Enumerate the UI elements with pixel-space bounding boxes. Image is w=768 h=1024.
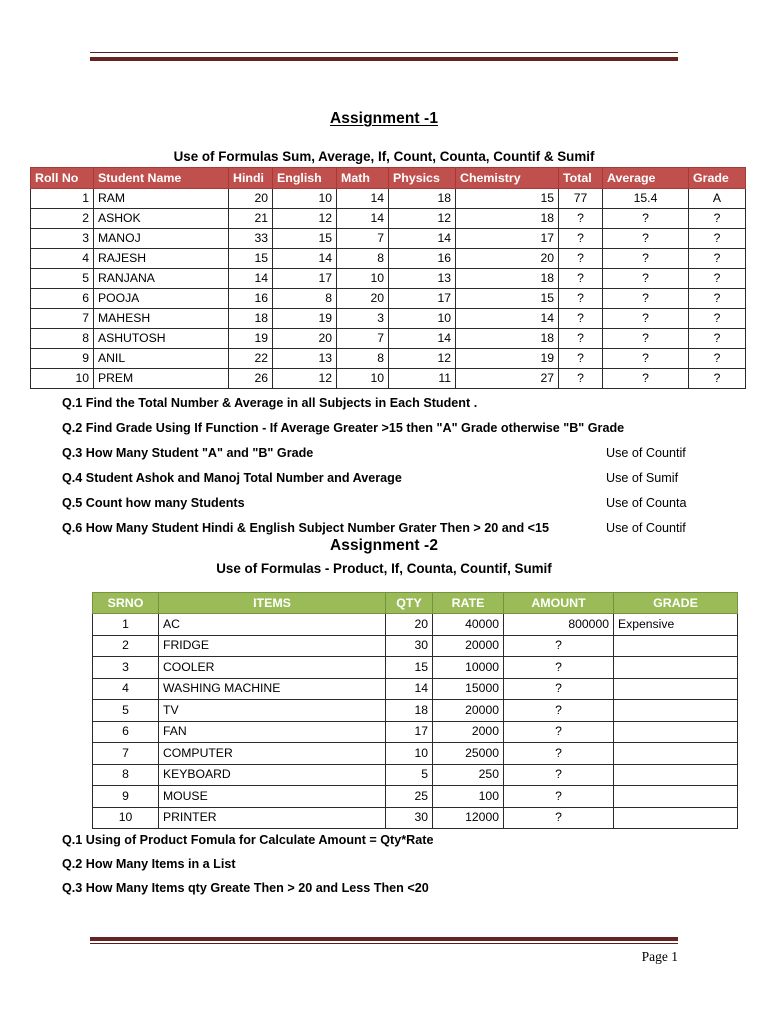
table-cell: 5 — [386, 764, 433, 786]
table-cell: COMPUTER — [159, 743, 386, 765]
table-cell: ? — [504, 764, 614, 786]
table-cell: 13 — [273, 349, 337, 369]
items-table-body — [93, 614, 738, 829]
table-cell: 19 — [229, 329, 273, 349]
table-cell: ? — [689, 369, 746, 389]
col-header-english: English — [273, 168, 337, 189]
table-cell: 25000 — [433, 743, 504, 765]
table-cell: 6 — [93, 721, 159, 743]
header-rule-thick — [90, 57, 678, 61]
table-cell: 20 — [229, 189, 273, 209]
table-cell: ? — [559, 369, 603, 389]
table-cell: ? — [504, 657, 614, 679]
table-cell: ? — [504, 807, 614, 829]
table-cell: 25 — [386, 786, 433, 808]
table-cell: 30 — [386, 807, 433, 829]
table-cell: RANJANA — [94, 269, 229, 289]
table-cell: ? — [689, 289, 746, 309]
table-cell: 10 — [386, 743, 433, 765]
table-cell: 14 — [456, 309, 559, 329]
table-cell: ? — [559, 269, 603, 289]
table-row — [93, 764, 738, 786]
table-cell: 14 — [273, 249, 337, 269]
table-cell: ? — [689, 269, 746, 289]
table-cell: ? — [689, 249, 746, 269]
table-cell: 13 — [389, 269, 456, 289]
table-row — [31, 309, 746, 329]
a2-question-1: Q.1 Using of Product Fomula for Calculate Amount = Qty*Rate — [62, 833, 434, 847]
table-cell: POOJA — [94, 289, 229, 309]
table-cell — [614, 786, 738, 808]
table-cell: 20000 — [433, 700, 504, 722]
table-cell: ASHUTOSH — [94, 329, 229, 349]
table-row — [31, 229, 746, 249]
table-cell: ? — [504, 721, 614, 743]
table-cell: 6 — [31, 289, 94, 309]
col-header-rate: RATE — [433, 593, 504, 614]
table-cell: ? — [603, 249, 689, 269]
table-cell: 18 — [456, 329, 559, 349]
table-cell: 15.4 — [603, 189, 689, 209]
table-cell: 9 — [31, 349, 94, 369]
table-cell: 27 — [456, 369, 559, 389]
assignment2-subtitle: Use of Formulas - Product, If, Counta, Countif, Sumif — [216, 561, 552, 576]
table-row — [31, 249, 746, 269]
table-cell: ? — [559, 209, 603, 229]
table-cell: 14 — [386, 678, 433, 700]
table-cell: 8 — [31, 329, 94, 349]
table-cell: ? — [504, 786, 614, 808]
table-cell: ? — [603, 309, 689, 329]
table-cell — [614, 807, 738, 829]
a1-question-1: Q.1 Find the Total Number & Average in all Subjects in Each Student . — [62, 396, 478, 410]
table-cell: ? — [689, 349, 746, 369]
table-cell: 15 — [456, 289, 559, 309]
table-cell: ? — [504, 743, 614, 765]
scores-table-body — [31, 189, 746, 389]
a1-question-6: Q.6 How Many Student Hindi & English Subject Number Grater Then > 20 and <15 — [62, 521, 550, 535]
table-cell: 15000 — [433, 678, 504, 700]
table-cell: ? — [504, 635, 614, 657]
table-cell: WASHING MACHINE — [159, 678, 386, 700]
table-cell: 14 — [229, 269, 273, 289]
col-header-roll-no: Roll No — [31, 168, 94, 189]
table-cell — [614, 721, 738, 743]
table-cell: ? — [603, 369, 689, 389]
col-header-total: Total — [559, 168, 603, 189]
table-cell: 1 — [31, 189, 94, 209]
table-cell: ? — [559, 309, 603, 329]
table-cell: 17 — [386, 721, 433, 743]
table-cell: 14 — [389, 229, 456, 249]
table-cell: 10 — [337, 369, 389, 389]
table-cell: 17 — [389, 289, 456, 309]
table-cell: 33 — [229, 229, 273, 249]
table-cell: 15 — [273, 229, 337, 249]
page-number: Page 1 — [641, 949, 678, 964]
table-cell: TV — [159, 700, 386, 722]
table-cell: 10 — [389, 309, 456, 329]
scores-header-row — [31, 168, 746, 189]
col-header-physics: Physics — [389, 168, 456, 189]
table-cell: 3 — [31, 229, 94, 249]
table-row — [93, 786, 738, 808]
table-cell: ? — [689, 229, 746, 249]
table-cell: 4 — [93, 678, 159, 700]
table-cell: 11 — [389, 369, 456, 389]
table-cell: ASHOK — [94, 209, 229, 229]
table-cell: 14 — [389, 329, 456, 349]
table-cell: 20 — [273, 329, 337, 349]
table-row — [93, 614, 738, 636]
a2-question-3: Q.3 How Many Items qty Greate Then > 20 and Less Then <20 — [62, 881, 429, 895]
items-table-head — [93, 593, 738, 614]
table-cell: 12 — [389, 349, 456, 369]
table-cell: 17 — [456, 229, 559, 249]
table-cell: 16 — [389, 249, 456, 269]
table-cell: 26 — [229, 369, 273, 389]
table-cell: 10000 — [433, 657, 504, 679]
table-row — [93, 807, 738, 829]
col-header-qty: QTY — [386, 593, 433, 614]
table-cell: 30 — [386, 635, 433, 657]
table-cell: ? — [559, 249, 603, 269]
a1-question-3: Q.3 How Many Student "A" and "B" Grade — [62, 446, 314, 460]
col-header-hindi: Hindi — [229, 168, 273, 189]
table-cell: RAM — [94, 189, 229, 209]
table-cell: 20000 — [433, 635, 504, 657]
table-row — [93, 721, 738, 743]
table-cell: ? — [603, 349, 689, 369]
table-cell: 18 — [386, 700, 433, 722]
col-header-math: Math — [337, 168, 389, 189]
table-cell: 12000 — [433, 807, 504, 829]
table-cell: 18 — [229, 309, 273, 329]
table-cell: 14 — [337, 189, 389, 209]
table-cell: 10 — [273, 189, 337, 209]
table-row — [31, 189, 746, 209]
a1-question-6-formula: Use of Countif — [606, 521, 686, 535]
col-header-average: Average — [603, 168, 689, 189]
table-row — [31, 369, 746, 389]
table-row — [31, 329, 746, 349]
table-cell: ? — [504, 678, 614, 700]
table-cell: ? — [689, 329, 746, 349]
table-cell: ? — [603, 289, 689, 309]
table-cell: A — [689, 189, 746, 209]
table-cell: 7 — [337, 329, 389, 349]
table-cell: ? — [689, 309, 746, 329]
table-cell: ? — [559, 349, 603, 369]
table-cell: 12 — [273, 209, 337, 229]
table-cell: 16 — [229, 289, 273, 309]
table-cell: MANOJ — [94, 229, 229, 249]
table-cell — [614, 700, 738, 722]
table-cell: COOLER — [159, 657, 386, 679]
a1-question-5-formula: Use of Counta — [606, 496, 687, 510]
table-cell: 21 — [229, 209, 273, 229]
table-cell: 40000 — [433, 614, 504, 636]
col-header-chemistry: Chemistry — [456, 168, 559, 189]
table-cell: 1 — [93, 614, 159, 636]
table-cell: 19 — [456, 349, 559, 369]
table-row — [31, 349, 746, 369]
table-cell: 12 — [273, 369, 337, 389]
table-cell: ? — [559, 289, 603, 309]
table-cell: 22 — [229, 349, 273, 369]
table-cell: 8 — [337, 349, 389, 369]
scores-table — [30, 167, 746, 389]
a1-question-5: Q.5 Count how many Students — [62, 496, 245, 510]
table-cell: 100 — [433, 786, 504, 808]
col-header-srno: SRNO — [93, 593, 159, 614]
table-cell — [614, 743, 738, 765]
table-cell: ? — [603, 269, 689, 289]
table-cell: 7 — [337, 229, 389, 249]
table-cell: ? — [504, 700, 614, 722]
table-cell: 20 — [337, 289, 389, 309]
table-cell: 17 — [273, 269, 337, 289]
table-cell — [614, 678, 738, 700]
col-header-amount: AMOUNT — [504, 593, 614, 614]
col-header-items: ITEMS — [159, 593, 386, 614]
table-cell: 18 — [389, 189, 456, 209]
table-cell: 14 — [337, 209, 389, 229]
table-cell: 4 — [31, 249, 94, 269]
footer-rule-thin — [90, 943, 678, 944]
table-cell: 3 — [337, 309, 389, 329]
table-row — [93, 743, 738, 765]
footer-rule — [90, 937, 678, 944]
table-cell: Expensive — [614, 614, 738, 636]
table-cell: FAN — [159, 721, 386, 743]
table-cell: 2000 — [433, 721, 504, 743]
items-header-row — [93, 593, 738, 614]
assignment1-subtitle: Use of Formulas Sum, Average, If, Count, Counta, Countif & Sumif — [173, 149, 595, 164]
table-cell: 10 — [93, 807, 159, 829]
items-table — [92, 592, 738, 829]
table-cell: 15 — [386, 657, 433, 679]
table-cell: PRINTER — [159, 807, 386, 829]
table-cell: KEYBOARD — [159, 764, 386, 786]
a1-question-3-formula: Use of Countif — [606, 446, 686, 460]
table-cell — [614, 635, 738, 657]
table-cell: 9 — [93, 786, 159, 808]
table-cell: 7 — [93, 743, 159, 765]
table-row — [31, 289, 746, 309]
table-cell: 10 — [31, 369, 94, 389]
table-cell: FRIDGE — [159, 635, 386, 657]
a1-question-4-formula: Use of Sumif — [606, 471, 679, 485]
a1-question-4: Q.4 Student Ashok and Manoj Total Number and Average — [62, 471, 402, 485]
table-cell: RAJESH — [94, 249, 229, 269]
col-header-student-name: Student Name — [94, 168, 229, 189]
assignment2-title: Assignment -2 — [329, 537, 439, 554]
table-row — [93, 657, 738, 679]
table-cell — [614, 764, 738, 786]
table-cell: 20 — [386, 614, 433, 636]
table-row — [31, 209, 746, 229]
table-cell: 18 — [456, 209, 559, 229]
table-cell: ? — [689, 209, 746, 229]
table-cell: 8 — [273, 289, 337, 309]
a2-question-2: Q.2 How Many Items in a List — [62, 857, 236, 871]
table-cell: 8 — [337, 249, 389, 269]
table-cell: 12 — [389, 209, 456, 229]
table-cell: ? — [559, 329, 603, 349]
assignment1-title: Assignment -1 — [329, 110, 439, 127]
table-cell: 5 — [93, 700, 159, 722]
table-cell: 18 — [456, 269, 559, 289]
table-row — [93, 700, 738, 722]
table-cell: ? — [603, 229, 689, 249]
table-cell: 800000 — [504, 614, 614, 636]
table-cell: 20 — [456, 249, 559, 269]
table-row — [93, 678, 738, 700]
table-cell: 10 — [337, 269, 389, 289]
table-row — [31, 269, 746, 289]
table-cell: MOUSE — [159, 786, 386, 808]
table-cell: ? — [603, 329, 689, 349]
table-cell — [614, 657, 738, 679]
table-cell: AC — [159, 614, 386, 636]
header-rule — [90, 52, 678, 61]
table-cell: ? — [603, 209, 689, 229]
table-cell: 7 — [31, 309, 94, 329]
table-row — [93, 635, 738, 657]
scores-table-head — [31, 168, 746, 189]
table-cell: 15 — [456, 189, 559, 209]
a1-question-2: Q.2 Find Grade Using If Function - If Average Greater >15 then "A" Grade otherwise "B" Grade — [62, 421, 625, 435]
table-cell: 250 — [433, 764, 504, 786]
col-header-grade: Grade — [689, 168, 746, 189]
table-cell: 2 — [93, 635, 159, 657]
col-header-grade-2: GRADE — [614, 593, 738, 614]
table-cell: ANIL — [94, 349, 229, 369]
table-cell: MAHESH — [94, 309, 229, 329]
table-cell: 5 — [31, 269, 94, 289]
table-cell: 8 — [93, 764, 159, 786]
table-cell: 77 — [559, 189, 603, 209]
table-cell: 19 — [273, 309, 337, 329]
table-cell: ? — [559, 229, 603, 249]
table-cell: 2 — [31, 209, 94, 229]
table-cell: 3 — [93, 657, 159, 679]
table-cell: PREM — [94, 369, 229, 389]
table-cell: 15 — [229, 249, 273, 269]
